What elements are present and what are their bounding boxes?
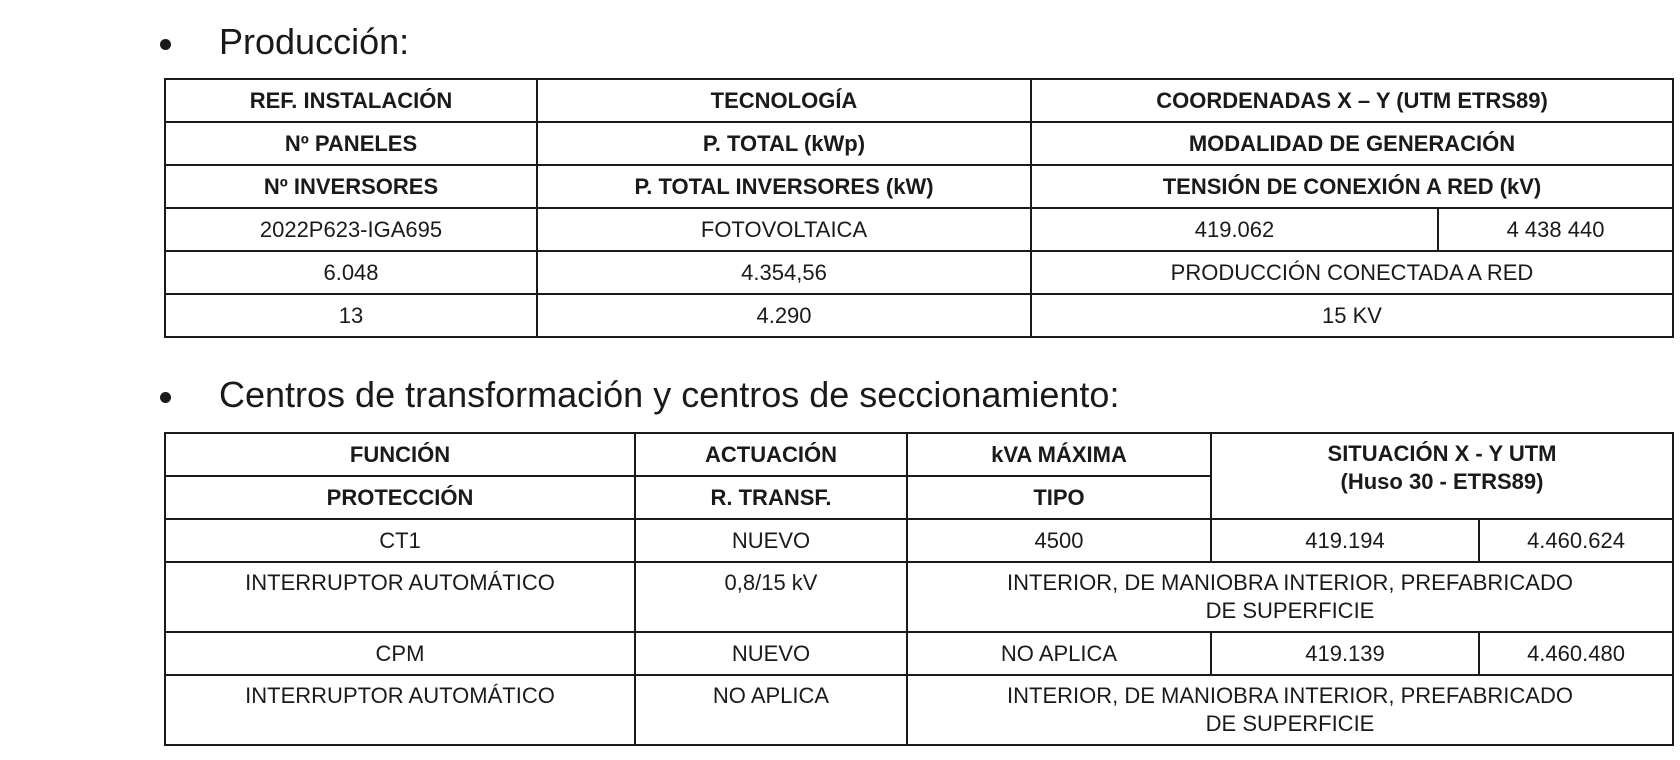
header-tension: TENSIÓN DE CONEXIÓN A RED (kV) bbox=[1031, 165, 1673, 208]
cell-tipo-line2: DE SUPERFICIE bbox=[1205, 598, 1375, 623]
header-p-total: P. TOTAL (kWp) bbox=[537, 122, 1031, 165]
section-heading-produccion bbox=[160, 22, 409, 62]
centros-table bbox=[164, 432, 1674, 746]
produccion-table bbox=[164, 78, 1674, 338]
header-proteccion: PROTECCIÓN bbox=[165, 476, 635, 519]
table-row bbox=[165, 519, 1673, 562]
cell-ref-instalacion: 2022P623-IGA695 bbox=[165, 208, 537, 251]
header-funcion: FUNCIÓN bbox=[165, 433, 635, 476]
header-ref-instalacion: REF. INSTALACIÓN bbox=[165, 79, 537, 122]
cell-tipo-line2: DE SUPERFICIE bbox=[1205, 711, 1375, 736]
table-row bbox=[165, 675, 1673, 745]
cell-p-total: 4.354,56 bbox=[537, 251, 1031, 294]
header-situacion bbox=[1211, 433, 1673, 519]
header-coordenadas: COORDENADAS X – Y (UTM ETRS89) bbox=[1031, 79, 1673, 122]
cell-p-total-inversores: 4.290 bbox=[537, 294, 1031, 337]
header-actuacion: ACTUACIÓN bbox=[635, 433, 907, 476]
cell-coord-x: 419.062 bbox=[1031, 208, 1438, 251]
table-row bbox=[165, 562, 1673, 632]
bullet-icon bbox=[160, 392, 171, 403]
cell-x: 419.139 bbox=[1211, 632, 1479, 675]
cell-x: 419.194 bbox=[1211, 519, 1479, 562]
header-tipo: TIPO bbox=[907, 476, 1211, 519]
cell-funcion: CPM bbox=[165, 632, 635, 675]
table-header-row bbox=[165, 79, 1673, 122]
cell-y: 4.460.480 bbox=[1479, 632, 1673, 675]
section-heading-centros bbox=[160, 375, 1119, 415]
header-p-total-inversores: P. TOTAL INVERSORES (kW) bbox=[537, 165, 1031, 208]
cell-actuacion: NUEVO bbox=[635, 632, 907, 675]
section-heading-text: Producción: bbox=[219, 21, 410, 62]
cell-tecnologia: FOTOVOLTAICA bbox=[537, 208, 1031, 251]
cell-tipo bbox=[907, 675, 1673, 745]
cell-tension: 15 KV bbox=[1031, 294, 1673, 337]
header-n-inversores: Nº INVERSORES bbox=[165, 165, 537, 208]
header-kva-maxima: kVA MÁXIMA bbox=[907, 433, 1211, 476]
cell-tipo-line1: INTERIOR, DE MANIOBRA INTERIOR, PREFABRICADO bbox=[1007, 683, 1573, 708]
cell-y: 4.460.624 bbox=[1479, 519, 1673, 562]
cell-r-transf: 0,8/15 kV bbox=[635, 562, 907, 632]
table-header-row bbox=[165, 165, 1673, 208]
cell-n-paneles: 6.048 bbox=[165, 251, 537, 294]
cell-tipo-line1: INTERIOR, DE MANIOBRA INTERIOR, PREFABRICADO bbox=[1007, 570, 1573, 595]
header-modalidad: MODALIDAD DE GENERACIÓN bbox=[1031, 122, 1673, 165]
cell-r-transf: NO APLICA bbox=[635, 675, 907, 745]
header-tecnologia: TECNOLOGÍA bbox=[537, 79, 1031, 122]
cell-coord-y: 4 438 440 bbox=[1438, 208, 1673, 251]
cell-kva-maxima: NO APLICA bbox=[907, 632, 1211, 675]
cell-n-inversores: 13 bbox=[165, 294, 537, 337]
table-row bbox=[165, 632, 1673, 675]
table-row bbox=[165, 251, 1673, 294]
table-header-row bbox=[165, 433, 1673, 476]
bullet-icon bbox=[160, 39, 171, 50]
header-situacion-line2: (Huso 30 - ETRS89) bbox=[1340, 469, 1544, 494]
cell-funcion: CT1 bbox=[165, 519, 635, 562]
section-heading-text: Centros de transformación y centros de seccionamiento: bbox=[219, 374, 1120, 415]
table-row bbox=[165, 294, 1673, 337]
cell-tipo bbox=[907, 562, 1673, 632]
cell-kva-maxima: 4500 bbox=[907, 519, 1211, 562]
cell-proteccion: INTERRUPTOR AUTOMÁTICO bbox=[165, 675, 635, 745]
header-n-paneles: Nº PANELES bbox=[165, 122, 537, 165]
header-situacion-line1: SITUACIÓN X - Y UTM bbox=[1327, 441, 1557, 466]
table-header-row bbox=[165, 122, 1673, 165]
cell-proteccion: INTERRUPTOR AUTOMÁTICO bbox=[165, 562, 635, 632]
table-row bbox=[165, 208, 1673, 251]
cell-actuacion: NUEVO bbox=[635, 519, 907, 562]
header-r-transf: R. TRANSF. bbox=[635, 476, 907, 519]
cell-modalidad: PRODUCCIÓN CONECTADA A RED bbox=[1031, 251, 1673, 294]
